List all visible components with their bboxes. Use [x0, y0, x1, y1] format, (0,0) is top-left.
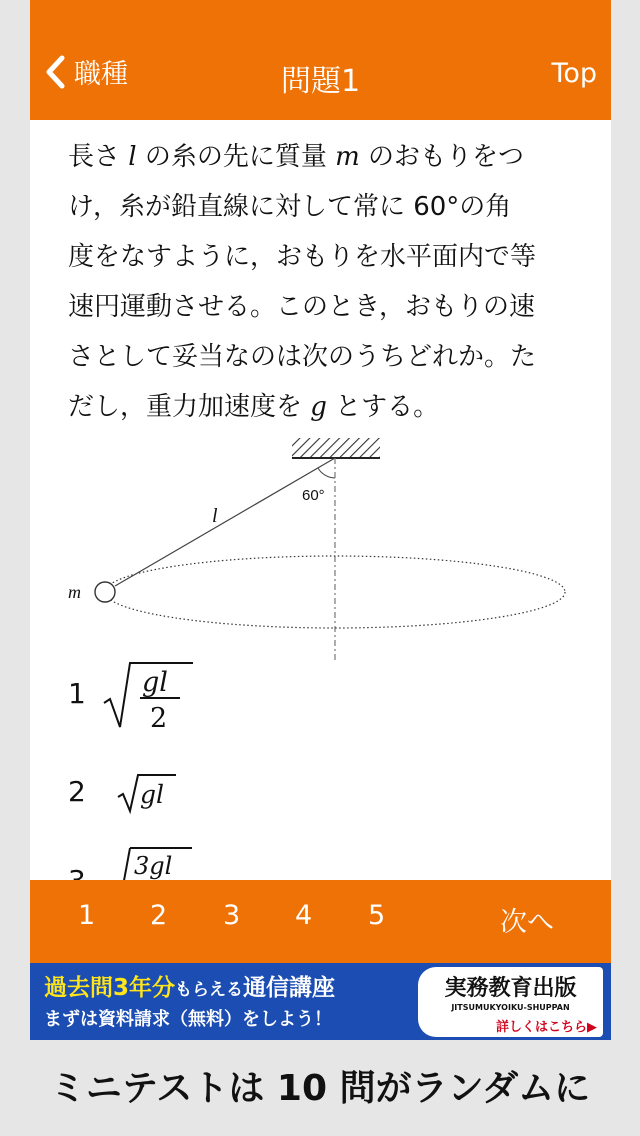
question-text-segment: の糸の先に質量	[136, 142, 336, 172]
question-text-segment: 長さ	[68, 142, 129, 172]
question-text-segment: のおもりをつ	[359, 142, 525, 172]
banner-brand-box[interactable]	[418, 967, 603, 1037]
radicand: gl	[140, 780, 164, 809]
question-text-segment: 度をなすように，おもりを水平面内で等	[68, 242, 537, 272]
page-button-5[interactable]: 5	[368, 900, 386, 931]
bottom-nav-bar	[30, 880, 611, 963]
pendulum-figure	[30, 430, 611, 670]
question-line	[68, 132, 588, 182]
banner-subline: まずは資料請求（無料）をしよう！	[44, 1009, 332, 1030]
question-text-segment: 速円運動させる。このとき，おもりの速	[68, 292, 535, 322]
top-button[interactable]: Top	[551, 58, 597, 89]
choice-number: 1	[68, 677, 86, 710]
string-line	[115, 458, 335, 586]
question-text-segment: とする。	[326, 392, 440, 422]
question-text-segment: け，糸が鉛直線に対して常に 60°の角	[68, 192, 512, 222]
page-button-2[interactable]: 2	[150, 900, 168, 931]
math-variable: m	[335, 142, 360, 172]
question-line	[68, 282, 588, 332]
page-button-4[interactable]: 4	[295, 900, 313, 931]
math-variable: g	[310, 392, 327, 422]
banner-course-text: 通信講座	[243, 975, 336, 1001]
banner-headline	[44, 969, 335, 1002]
question-text-segment: さとして妥当なのは次のうちどれか。た	[68, 342, 537, 372]
banner-highlight: 過去問3年分	[44, 975, 176, 1001]
math-variable: l	[128, 142, 137, 172]
brand-name-en: JITSUMUKYOIKU-SHUPPAN	[451, 1003, 570, 1012]
mass-label: m	[68, 582, 81, 602]
choice-2-formula	[68, 765, 248, 815]
string-label: l	[212, 505, 218, 527]
ceiling-hatch	[292, 438, 380, 458]
details-link[interactable]: 詳しくはこちら▶	[496, 1020, 597, 1035]
page-button-3[interactable]: 3	[223, 900, 241, 931]
question-text-segment: だし，重力加速度を	[68, 392, 311, 422]
question-line	[68, 182, 588, 232]
nav-bar	[30, 0, 611, 120]
question-line	[68, 332, 588, 382]
phone-screen	[30, 0, 611, 1040]
question-line	[68, 382, 588, 432]
brand-name: 実務教育出版	[444, 976, 577, 1001]
ad-banner[interactable]	[30, 963, 611, 1040]
mass-bob	[95, 582, 115, 602]
back-label: 職種	[74, 59, 128, 90]
next-button[interactable]: 次へ	[500, 907, 554, 938]
numerator: gl	[142, 667, 168, 698]
angle-arc	[318, 468, 335, 478]
page-title: 問題1	[280, 64, 361, 99]
choice-2[interactable]	[68, 765, 248, 822]
page-button-1[interactable]: 1	[78, 900, 96, 931]
promo-caption: ミニテストは 10 問がランダムに	[49, 1068, 591, 1109]
question-text	[68, 132, 588, 432]
question-line	[68, 232, 588, 282]
denominator: 2	[150, 703, 168, 734]
choice-1[interactable]	[68, 655, 248, 742]
angle-label: 60°	[302, 487, 325, 504]
choice-number: 2	[68, 775, 86, 808]
radicand: 3gl	[134, 852, 173, 880]
banner-small-text: もらえる	[175, 980, 244, 1000]
choice-1-formula	[68, 655, 248, 735]
